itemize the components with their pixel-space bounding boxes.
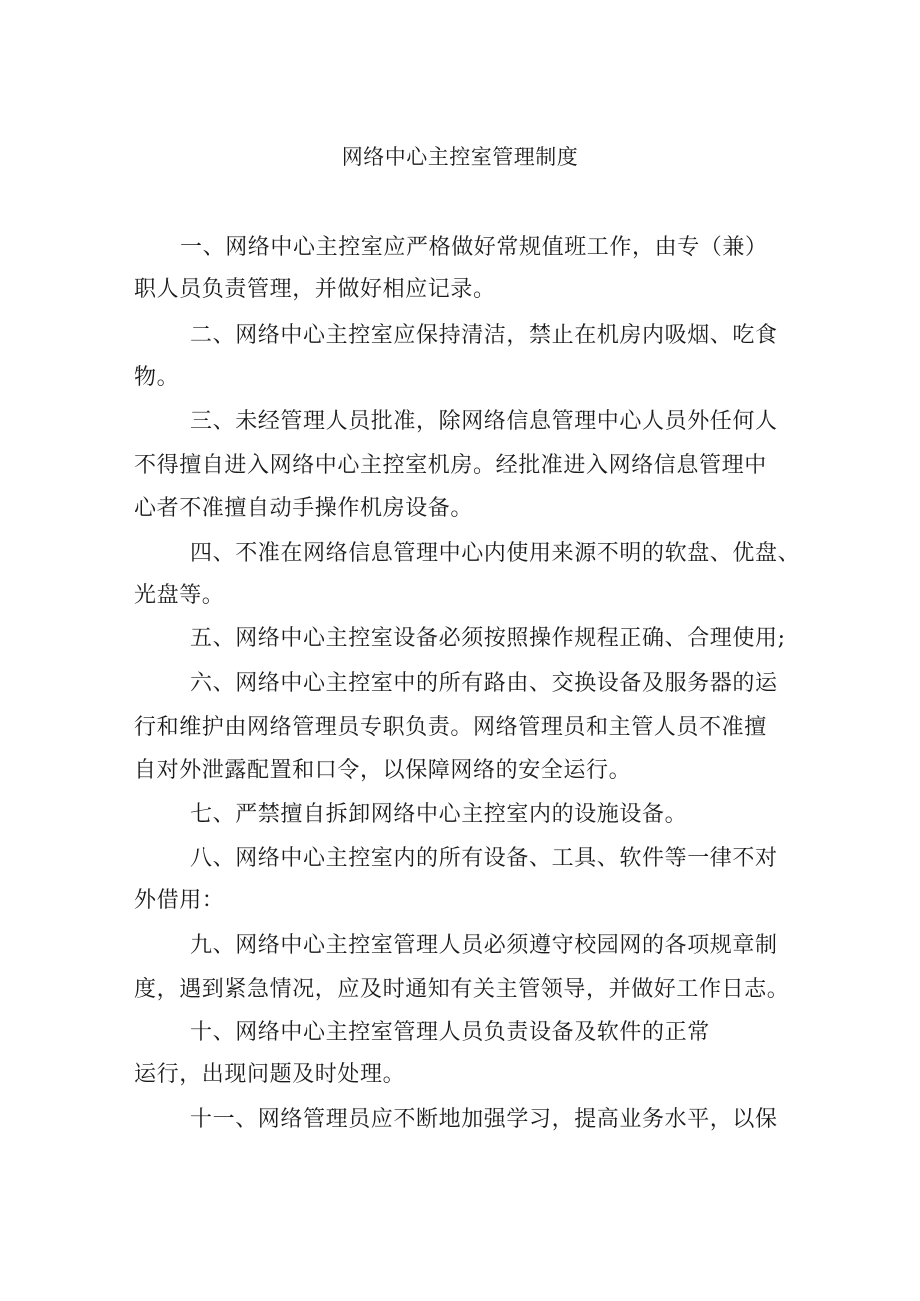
paragraph-8-line-2: 外借用：	[134, 888, 225, 913]
paragraph-9-line-2: 度，遇到紧急情况，应及时通知有关主管领导，并做好工作日志。	[134, 977, 790, 1002]
paragraph-2-line-1: 二、网络中心主控室应保持清洁，禁止在机房内吸烟、吃食	[190, 323, 778, 348]
paragraph-3-line-2: 不得擅自进入网络中心主控室机房。经批准进入网络信息管理中	[134, 453, 767, 478]
paragraph-1-line-1: 一、网络中心主控室应严格做好常规值班工作，由专（兼）	[180, 235, 768, 260]
paragraph-10-line-2: 运行，出现问题及时处理。	[134, 1062, 406, 1087]
paragraph-4-line-2: 光盘等。	[134, 583, 225, 608]
paragraph-6-line-1: 六、网络中心主控室中的所有路由、交换设备及服务器的运	[190, 671, 778, 696]
paragraph-6-line-2: 行和维护由网络管理员专职负责。网络管理员和主管人员不准擅	[134, 715, 767, 740]
paragraph-6-line-3: 自对外泄露配置和口令，以保障网络的安全运行。	[134, 758, 632, 783]
document-title: 网络中心主控室管理制度	[341, 145, 579, 169]
paragraph-4-line-1: 四、不准在网络信息管理中心内使用来源不明的软盘、优盘、	[190, 541, 801, 566]
paragraph-1-line-2: 职人员负责管理，并做好相应记录。	[134, 277, 496, 302]
paragraph-10-line-1: 十、网络中心主控室管理人员负责设备及软件的正常	[190, 1020, 710, 1045]
paragraph-5-line-1: 五、网络中心主控室设备必须按照操作规程正确、合理使用;	[190, 626, 786, 651]
paragraph-8-line-1: 八、网络中心主控室内的所有设备、工具、软件等一律不对	[190, 846, 778, 871]
paragraph-3-line-1: 三、未经管理人员批准，除网络信息管理中心人员外任何人	[190, 409, 778, 434]
paragraph-7-line-1: 七、严禁擅自拆卸网络中心主控室内的设施设备。	[190, 802, 688, 827]
paragraph-3-line-3: 心者不准擅自动手操作机房设备。	[134, 496, 474, 521]
paragraph-11-line-1: 十一、网络管理员应不断地加强学习，提高业务水平，以保	[190, 1107, 778, 1132]
paragraph-2-line-2: 物。	[134, 365, 180, 390]
paragraph-9-line-1: 九、网络中心主控室管理人员必须遵守校园网的各项规章制	[190, 933, 778, 958]
